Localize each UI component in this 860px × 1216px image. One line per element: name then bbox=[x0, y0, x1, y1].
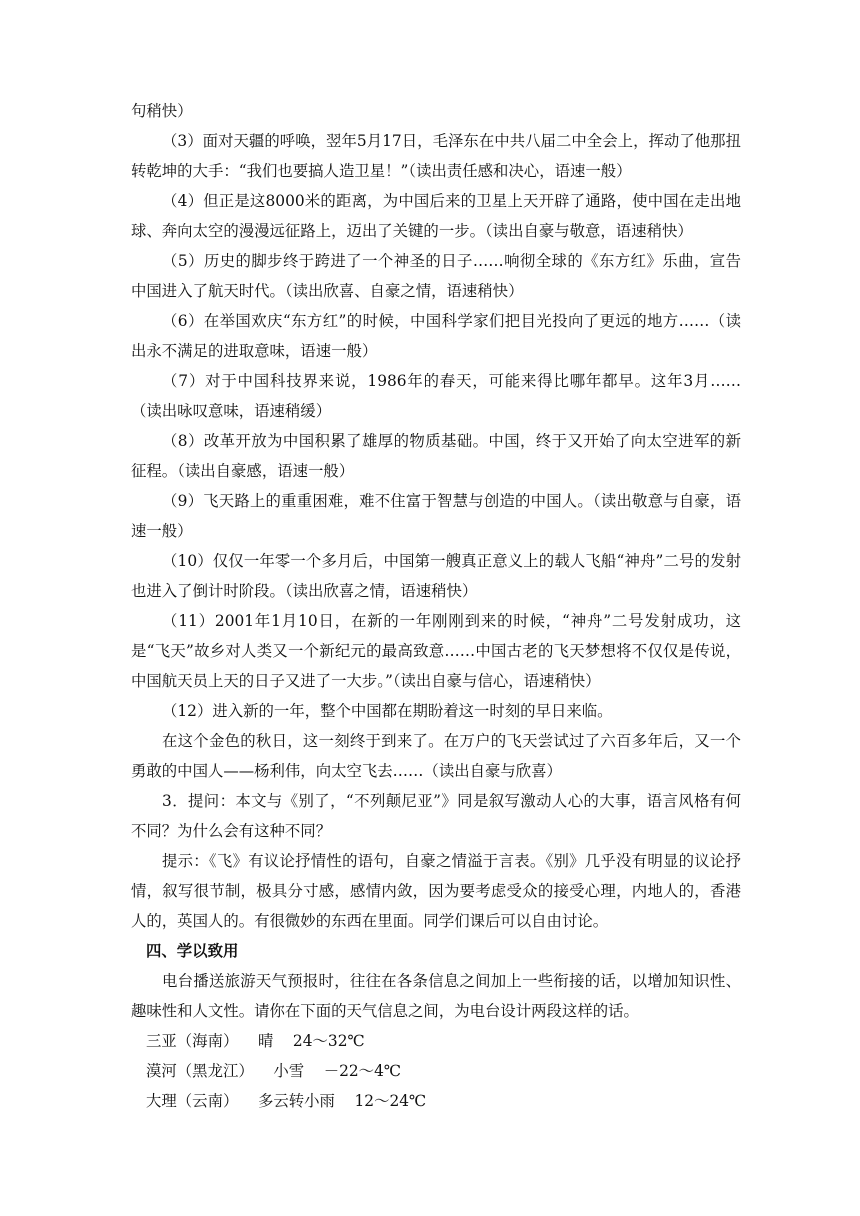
reading-item-final: 在这个金色的秋日，这一刻终于到来了。在万户的飞天尝试过了六百多年后，又一个勇敢的中国人——杨利伟，向太空飞去……（读出自豪与欣喜） bbox=[131, 732, 741, 780]
section-heading: 四、学以致用 bbox=[146, 942, 239, 960]
weather-temp: 24～32℃ bbox=[292, 1032, 365, 1050]
weather-condition: 晴 bbox=[257, 1032, 274, 1050]
weather-temp: 12～24℃ bbox=[354, 1092, 427, 1110]
document-body bbox=[131, 96, 741, 1116]
reading-item-3: （3）面对天疆的呼唤，翌年5月17日，毛泽东在中共八届二中全会上，挥动了他那扭转乾坤的大手：“我们也要搞人造卫星！”（读出责任感和决心，语速一般） bbox=[131, 132, 741, 180]
reading-item-5: （5）历史的脚步终于跨进了一个神圣的日子……响彻全球的《东方红》乐曲，宣告中国进入了航天时代。（读出欣喜、自豪之情，语速稍快） bbox=[131, 252, 741, 300]
weather-place: 大理（云南） bbox=[146, 1092, 239, 1110]
weather-row bbox=[131, 1026, 741, 1056]
weather-place: 三亚（海南） bbox=[146, 1032, 239, 1050]
weather-list bbox=[131, 1026, 741, 1116]
weather-row bbox=[131, 1086, 741, 1116]
paragraph-continuation: 句稍快） bbox=[131, 102, 193, 120]
reading-item-10: （10）仅仅一年零一个多月后，中国第一艘真正意义上的载人飞船“神舟”二号的发射也进入了倒计时阶段。（读出欣喜之情，语速稍快） bbox=[131, 552, 741, 600]
hint-paragraph: 提示：《飞》有议论抒情性的语句，自豪之情溢于言表。《别》几乎没有明显的议论抒情，叙写很节制，极具分寸感，感情内敛，因为要考虑受众的接受心理，内地人的，香港人的，英国人的。有很微妙的东西在里面。同学们课后可以自由讨论。 bbox=[131, 852, 741, 930]
reading-item-11: （11）2001年1月10日，在新的一年刚刚到来的时候，“神舟”二号发射成功，这是“飞天”故乡对人类又一个新纪元的最高致意……中国古老的飞天梦想将不仅仅是传说，中国航天员上天的日子又进了一大步。”（读出自豪与信心，语速稍快） bbox=[131, 612, 741, 690]
weather-temp: －22～4℃ bbox=[323, 1062, 402, 1080]
task-paragraph: 电台播送旅游天气预报时，往往在各条信息之间加上一些衔接的话，以增加知识性、趣味性和人文性。请你在下面的天气信息之间，为电台设计两段这样的话。 bbox=[131, 972, 741, 1020]
reading-item-12: （12）进入新的一年，整个中国都在期盼着这一时刻的早日来临。 bbox=[162, 702, 613, 720]
weather-condition: 小雪 bbox=[273, 1062, 305, 1080]
question-3: 3．提问：本文与《别了，“不列颠尼亚”》同是叙写激动人心的大事，语言风格有何不同？为什么会有这种不同？ bbox=[131, 792, 741, 840]
weather-place: 漠河（黑龙江） bbox=[146, 1062, 254, 1080]
reading-item-8: （8）改革开放为中国积累了雄厚的物质基础。中国，终于又开始了向太空进军的新征程。（读出自豪感，语速一般） bbox=[131, 432, 741, 480]
reading-item-9: （9）飞天路上的重重困难，难不住富于智慧与创造的中国人。（读出敬意与自豪，语速一般） bbox=[131, 492, 741, 540]
reading-item-4: （4）但正是这8000米的距离，为中国后来的卫星上天开辟了通路，使中国在走出地球、奔向太空的漫漫远征路上，迈出了关键的一步。（读出自豪与敬意，语速稍快） bbox=[131, 192, 741, 240]
weather-condition: 多云转小雨 bbox=[257, 1092, 335, 1110]
reading-item-6: （6）在举国欢庆“东方红”的时候，中国科学家们把目光投向了更远的地方……（读出永不满足的进取意味，语速一般） bbox=[131, 312, 741, 360]
weather-row bbox=[131, 1056, 741, 1086]
reading-item-7: （7）对于中国科技界来说，1986年的春天，可能来得比哪年都早。这年3月……（读出咏叹意味，语速稍缓） bbox=[131, 372, 741, 420]
